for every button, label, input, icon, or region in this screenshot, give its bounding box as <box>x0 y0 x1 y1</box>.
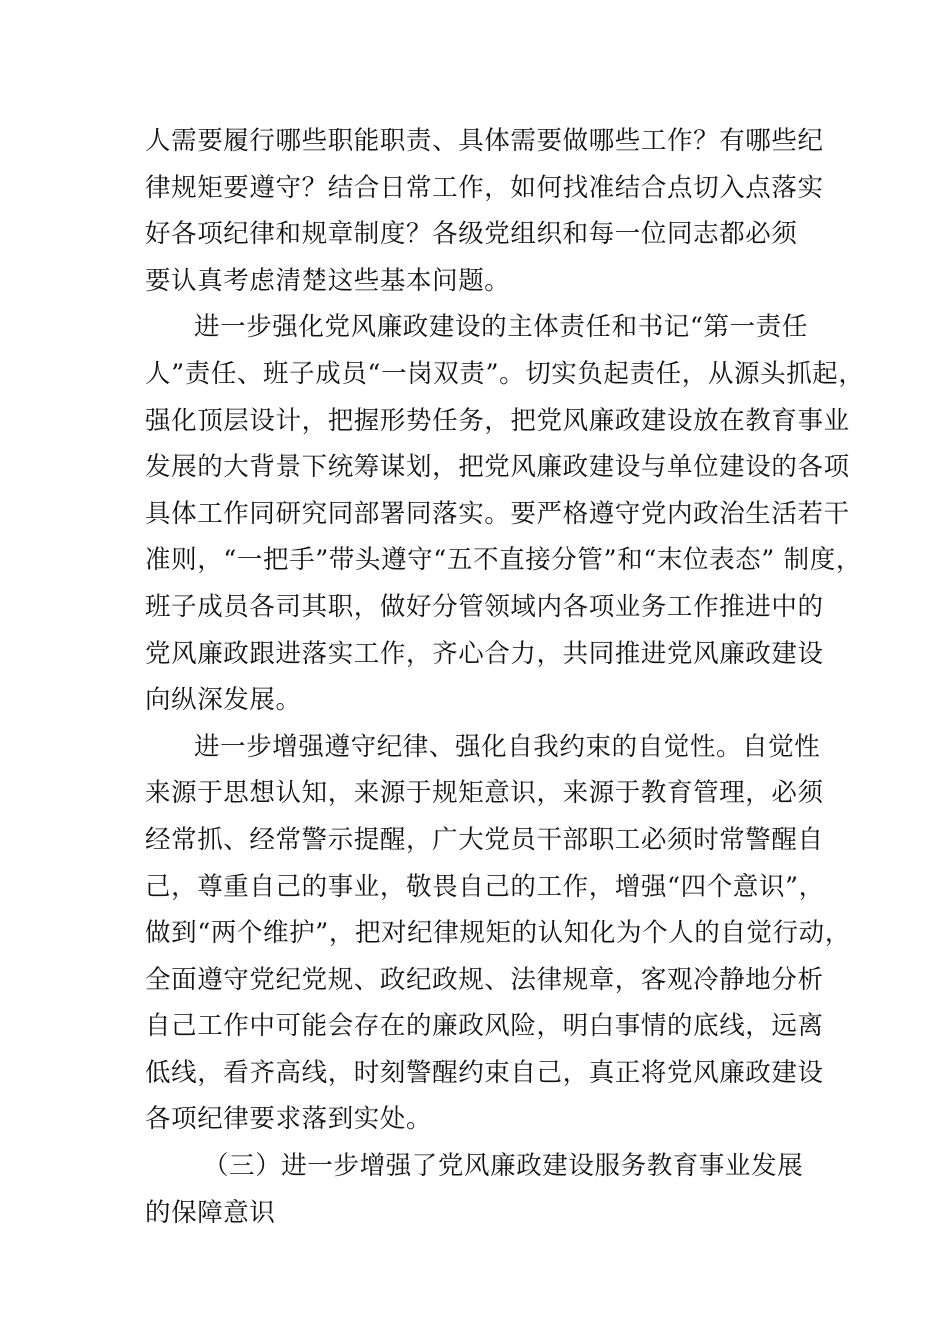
text-line: 班子成员各司其职，做好分管领域内各项业务工作推进中的 <box>145 591 824 622</box>
document-body <box>145 118 865 1236</box>
text-line: 发展的大背景下统筹谋划，把党风廉政建设与单位建设的各项 <box>145 452 850 483</box>
heading-line: 的保障意识 <box>145 1197 276 1228</box>
paragraph-continued-questions <box>145 118 824 304</box>
text-line: 自己工作中可能会存在的廉政风险，明白事情的底线，远离 <box>145 1011 824 1042</box>
text-line: 律规矩要遵守？结合日常工作，如何找准结合点切入点落实 <box>145 172 824 203</box>
text-line: 低线，看齐高线，时刻警醒约束自己，真正将党风廉政建设 <box>145 1057 824 1088</box>
paragraph-self-discipline <box>145 724 851 1143</box>
heading-line: （三）进一步增强了党风廉政建设服务教育事业发展 <box>203 1151 804 1182</box>
text-line: 做到“两个维护”，把对纪律规矩的认知化为个人的自觉行动， <box>145 918 851 949</box>
text-line: 准则，“一把手”带头遵守“五不直接分管”和“末位表态” 制度， <box>145 545 862 576</box>
text-line: 来源于思想认知，来源于规矩意识，来源于教育管理，必须 <box>145 778 824 809</box>
text-line: 向纵深发展。 <box>145 685 302 716</box>
text-line: 好各项纪律和规章制度？各级党组织和每一位同志都必须 <box>145 219 798 250</box>
paragraph-main-responsibility <box>145 304 865 723</box>
text-line: 具体工作同研究同部署同落实。要严格遵守党内政治生活若干 <box>145 498 850 529</box>
text-line: 全面遵守党纪党规、政纪政规、法律规章，客观冷静地分析 <box>145 964 824 995</box>
text-line: 人需要履行哪些职能职责、具体需要做哪些工作？有哪些纪 <box>145 126 824 156</box>
text-line: 经常抓、经常警示提醒，广大党员干部职工必须时常警醒自 <box>145 824 824 855</box>
text-line: 要认真考虑清楚这些基本问题。 <box>145 265 511 296</box>
section-heading-three <box>145 1143 815 1236</box>
text-line: 进一步强化党风廉政建设的主体责任和书记“第一责任 <box>194 312 808 343</box>
text-line: 各项纪律要求落到实处。 <box>145 1104 433 1135</box>
text-line: 己，尊重自己的事业，敬畏自己的工作，增强“四个意识”， <box>145 871 825 902</box>
text-line: 进一步增强遵守纪律、强化自我约束的自觉性。自觉性 <box>194 731 821 762</box>
text-line: 强化顶层设计，把握形势任务，把党风廉政建设放在教育事业 <box>145 405 850 436</box>
text-line: 党风廉政跟进落实工作，齐心合力，共同推进党风廉政建设 <box>145 638 824 669</box>
text-line: 人”责任、班子成员“一岗双责”。切实负起责任，从源头抓起， <box>145 358 865 389</box>
